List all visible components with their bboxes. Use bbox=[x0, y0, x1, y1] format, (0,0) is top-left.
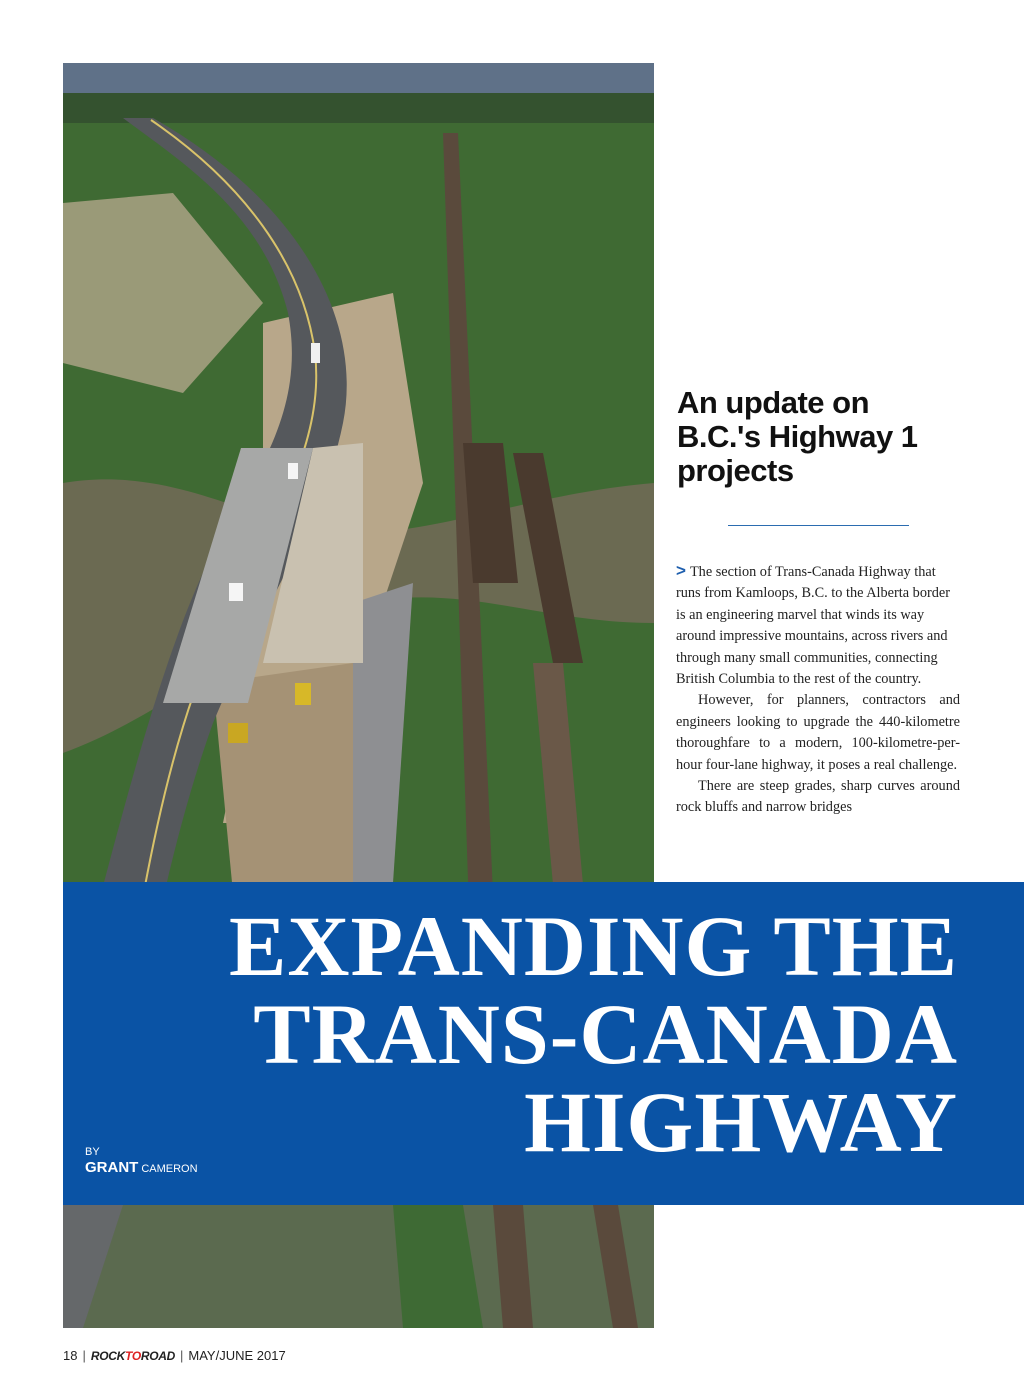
title-line-3: HIGHWAY bbox=[524, 1074, 958, 1170]
title-line-1: EXPANDING THE bbox=[229, 898, 958, 994]
kicker-line-1: An update on bbox=[677, 385, 870, 420]
author-first-name: GRANT bbox=[85, 1159, 139, 1176]
title-line-2: TRANS-CANADA bbox=[253, 986, 958, 1082]
body-paragraph-1-text: The section of Trans-Canada Highway that runs from Kamloops, B.C. to the Alberta border is an engineering marvel that winds its way around impressive mountains, across rivers and through many small communities, connecting British Columbia to the rest of the country. bbox=[676, 564, 950, 688]
footer-separator-2: | bbox=[180, 1348, 184, 1363]
title-band bbox=[63, 882, 1024, 1205]
logo-rock: ROCK bbox=[90, 1349, 125, 1363]
body-paragraph-2: However, for planners, contractors and engineers looking to upgrade the 440-kilometre thoroughfare to a modern, 100-kilometre-per-hour four-lane highway, it poses a real challenge. bbox=[676, 692, 960, 773]
article-kicker bbox=[677, 386, 977, 488]
article-body bbox=[676, 560, 960, 819]
kicker-line-2: B.C.'s Highway 1 bbox=[677, 419, 918, 454]
page-footer bbox=[63, 1348, 286, 1363]
kicker-line-3: projects bbox=[677, 453, 794, 488]
article-title bbox=[229, 898, 958, 1170]
byline-by: BY bbox=[85, 1146, 100, 1158]
footer-separator: | bbox=[82, 1348, 86, 1363]
byline bbox=[85, 1146, 198, 1177]
logo-road: ROAD bbox=[140, 1349, 175, 1363]
author-last-name: CAMERON bbox=[141, 1163, 198, 1175]
page-number: 18 bbox=[63, 1348, 78, 1363]
divider-rule bbox=[728, 525, 909, 526]
body-paragraph-1 bbox=[676, 560, 960, 690]
magazine-logo bbox=[91, 1349, 175, 1363]
logo-to: TO bbox=[125, 1349, 141, 1363]
body-paragraph-3: There are steep grades, sharp curves around rock bluffs and narrow bridges bbox=[676, 778, 960, 816]
caret-icon: > bbox=[676, 561, 686, 580]
issue-date: MAY/JUNE 2017 bbox=[188, 1348, 286, 1363]
